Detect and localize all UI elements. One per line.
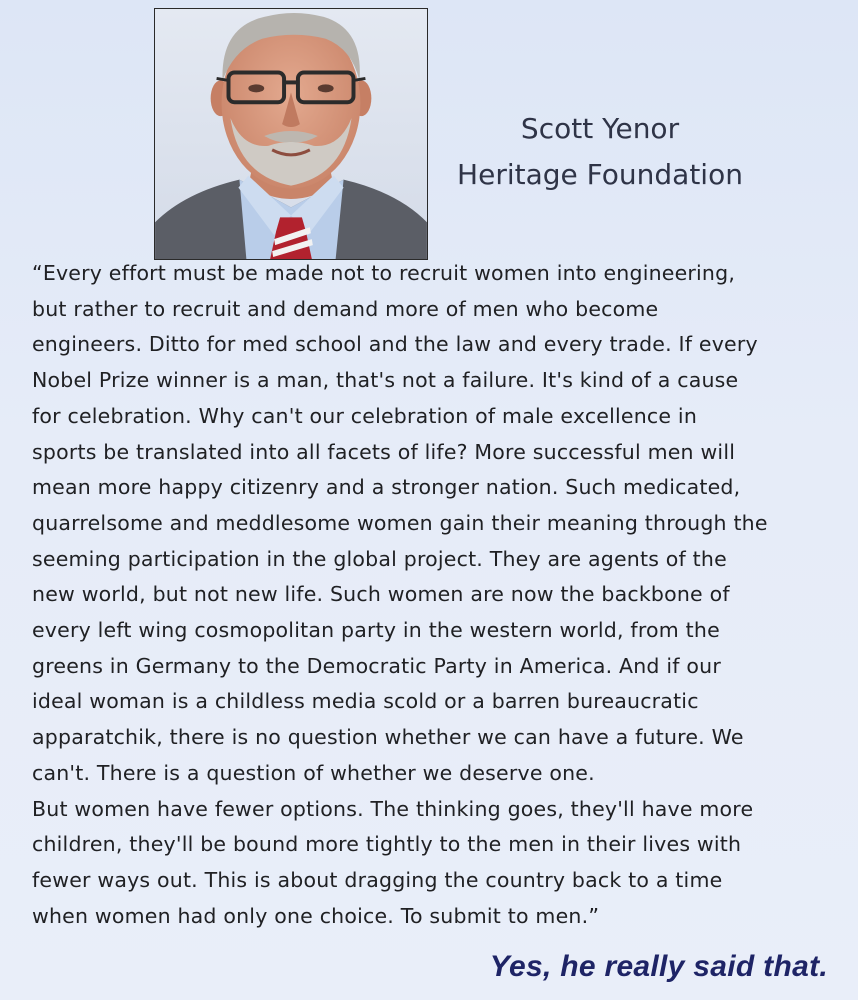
speaker-info — [440, 106, 760, 198]
quote-line: every left wing cosmopolitan party in the western world, from the — [32, 618, 720, 643]
speaker-name: Scott Yenor — [520, 112, 680, 145]
portrait-photo — [154, 8, 428, 260]
quote-line: mean more happy citizenry and a stronger nation. Such medicated, — [32, 475, 741, 500]
quote-line: apparatchik, there is no question whether we can have a future. We — [32, 725, 744, 750]
quote-line: Nobel Prize winner is a man, that's not a failure. It's kind of a cause — [32, 368, 739, 393]
quote-line: engineers. Ditto for med school and the law and every trade. If every — [32, 332, 758, 357]
tagline: Yes, he really said that. — [489, 950, 828, 983]
quote-line: seeming participation in the global project. They are agents of the — [32, 546, 727, 571]
quote-line: quarrelsome and meddlesome women gain their meaning through the — [32, 510, 768, 535]
quote-line: can't. There is a question of whether we deserve one. — [32, 760, 595, 785]
quote-line: but rather to recruit and demand more of men who become — [32, 296, 659, 321]
quote-line: for celebration. Why can't our celebration of male excellence in — [32, 403, 698, 428]
quote-line: fewer ways out. This is about dragging the country back to a time — [32, 867, 723, 892]
quote-line: children, they'll be bound more tightly to the men in their lives with — [32, 832, 742, 857]
quote-line: sports be translated into all facets of life? More successful men will — [32, 439, 736, 464]
quote-line: ideal woman is a childless media scold or a barren bureaucratic — [32, 689, 699, 714]
quote-line: But women have fewer options. The thinking goes, they'll have more — [32, 796, 754, 821]
quote-line: when women had only one choice. To submit to men.” — [32, 903, 600, 928]
speaker-organization: Heritage Foundation — [457, 158, 743, 191]
quote-line: new world, but not new life. Such women are now the backbone of — [32, 582, 730, 607]
quote-line: “Every effort must be made not to recruit women into engineering, — [32, 261, 736, 285]
quote-text — [32, 256, 832, 934]
quote-line: greens in Germany to the Democratic Party in America. And if our — [32, 653, 721, 678]
